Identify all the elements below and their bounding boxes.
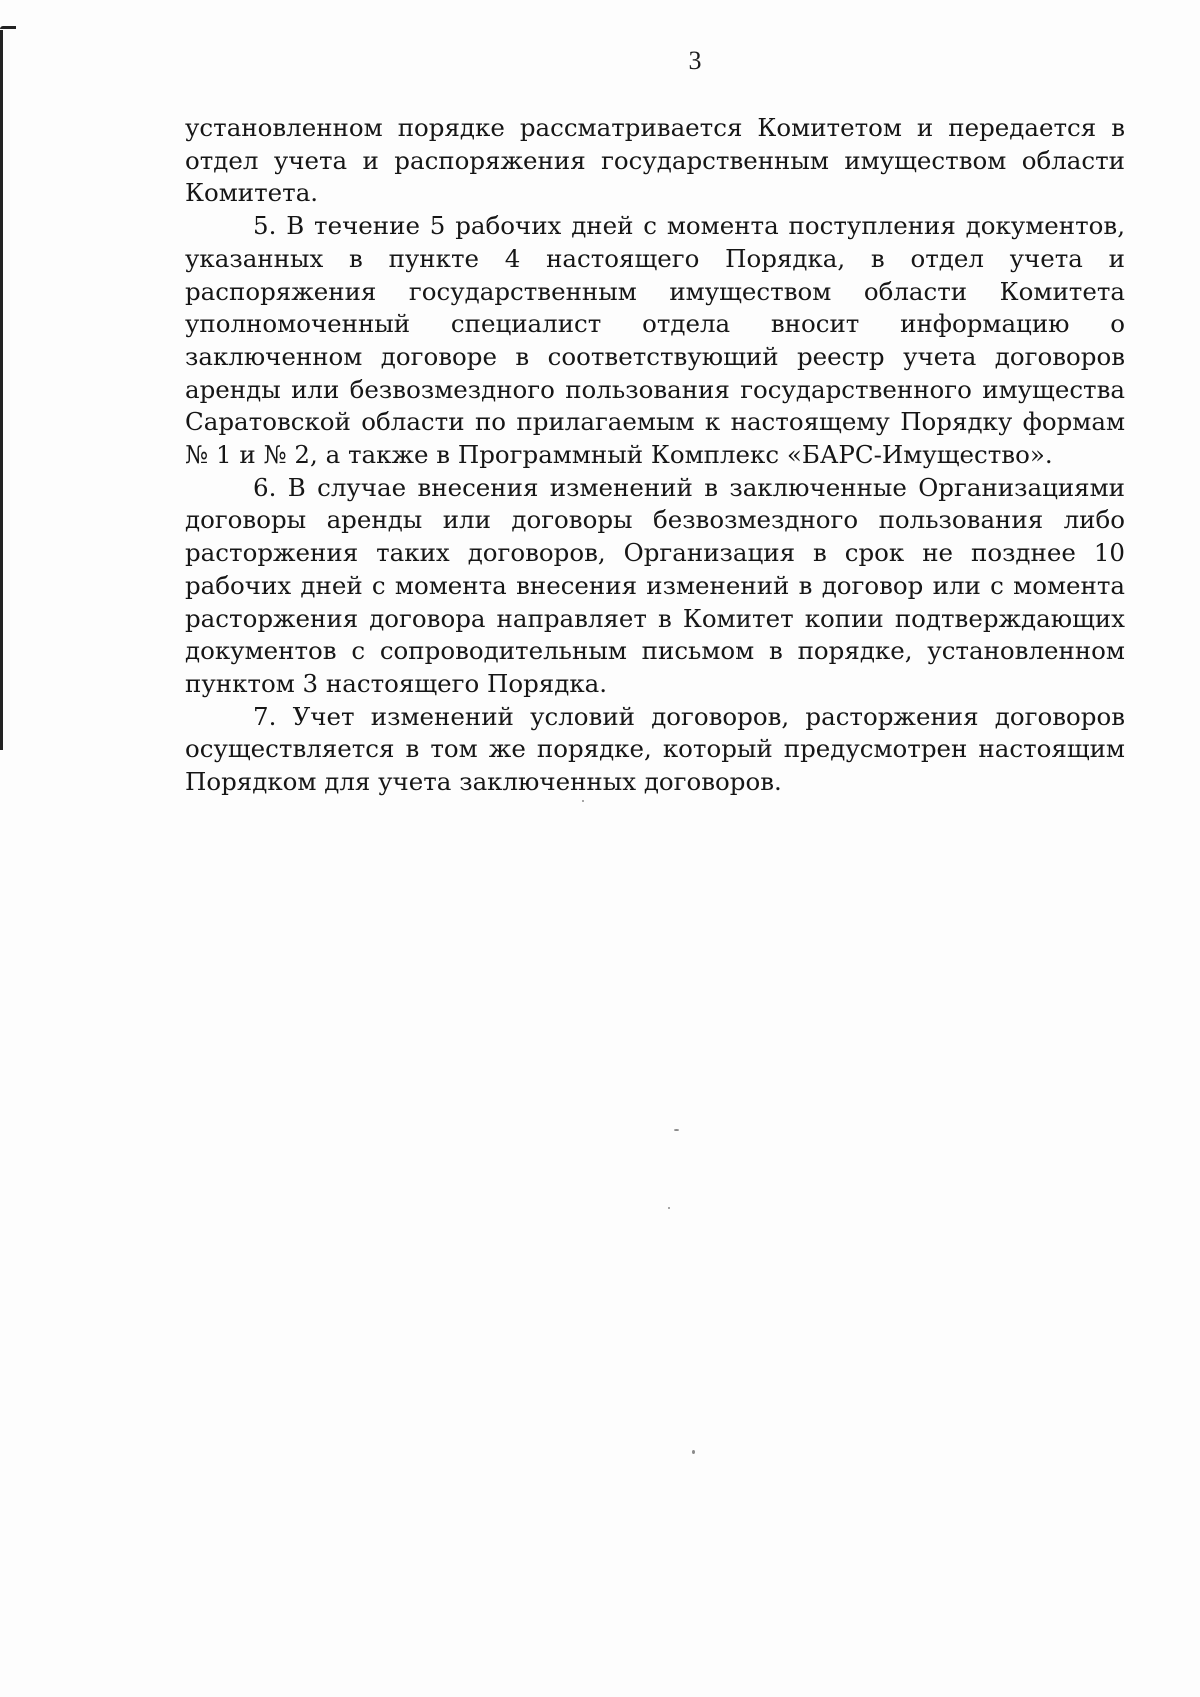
- paragraph-item-7: 7. Учет изменений условий договоров, расторжения договоров осуществляется в том же порядке, который предусмотрен настоящим Порядком для учета заключенных договоров.: [185, 701, 1125, 797]
- scan-border-left: [0, 30, 3, 750]
- scan-speck: [582, 800, 584, 802]
- scan-speck: [674, 1129, 679, 1131]
- paragraph-item-6: 6. В случае внесения изменений в заключенные Организациями договоры аренды или договоры безвозмездного пользования либо расторжения таких договоров, Организация в срок не позднее 10 рабочих дней с момента внесения изменений в договор или с момента расторжения договора направляет в Комитет копии подтверждающих документов с сопроводительным письмом в порядке, установленном пунктом 3 настоящего Порядка.: [185, 472, 1125, 698]
- scan-speck: [692, 1450, 695, 1454]
- paragraph-item-5: 5. В течение 5 рабочих дней с момента поступления документов, указанных в пункте 4 настоящего Порядка, в отдел учета и распоряжения государственным имуществом области Комитета уполномоченный специалист отдела вносит информацию о заключенном договоре в соответствующий реестр учета договоров аренды или безвозмездного пользования государственного имущества Саратовской области по прилагаемым к настоящему Порядку формам № 1 и № 2, а также в Программный Комплекс «БАРС-Имущество».: [185, 211, 1125, 470]
- scan-border-top: [0, 26, 16, 29]
- document-body: [185, 112, 1125, 799]
- page-number: 3: [688, 46, 702, 75]
- paragraph-continuation: установленном порядке рассматривается Комитетом и передается в отдел учета и распоряжения государственным имуществом области Комитета.: [185, 113, 1125, 208]
- scan-speck: [668, 1207, 670, 1209]
